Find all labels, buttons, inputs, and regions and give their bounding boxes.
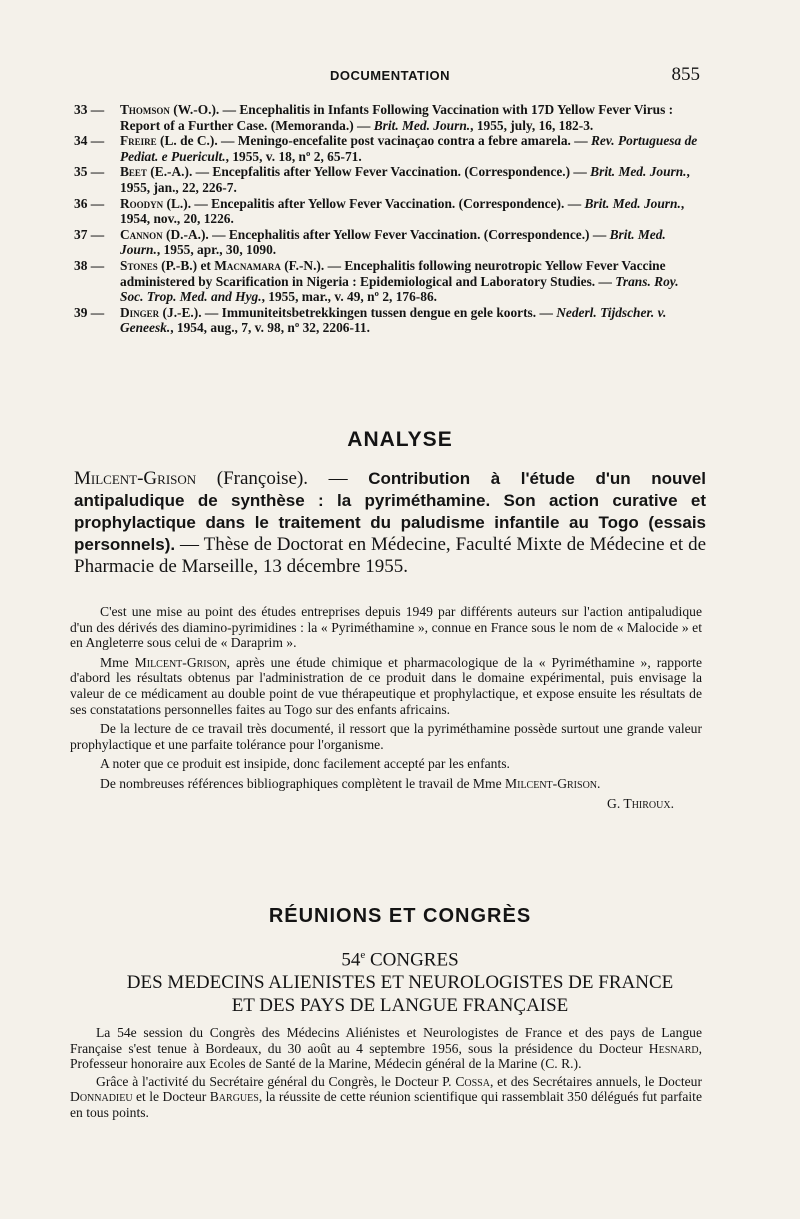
signature: G. Thiroux.	[607, 795, 674, 811]
reference-item: 39 — Dinger (J.-E.). — Immuniteitsbetrekkingen tussen dengue en gele koorts. — Nederl. Tijdscher. v. Geneesk., 1954, aug., 7, v. 98, nº 32, 2206-11.	[74, 304, 667, 336]
paragraph: La 54e session du Congrès des Médecins Aliénistes et Neurologistes de France et des pays de Langue Française s'est tenue à Bordeaux, du 30 août au 4 septembre 1956, sous la présidence du Docteur Hesnard, Professeur honoraire aux Ecoles de Santé de la Marine, Médecin général de la Marine (C. R.).	[70, 1025, 702, 1072]
paragraph: C'est une mise au point des études entreprises depuis 1949 par différents auteurs sur l'action antipaludique d'un des dérivés des diamino-pyrimidines : la « Pyriméthamine », connue en France sous le nom de « Malocide » et en Angleterre sous celui de « Daraprim ».	[70, 604, 702, 651]
page-header	[80, 64, 700, 86]
reference-item: 35 — Beet (E.-A.). — Encepfalitis after Yellow Fever Vaccination. (Correspondence.) — Brit. Med. Journ., 1955, jan., 22, 226-7.	[74, 164, 690, 195]
analyse-author: Milcent-Grison	[74, 468, 197, 489]
reference-list	[74, 102, 704, 336]
analyse-citation: Milcent-Grison (Françoise). — Contribution à l'étude d'un nouvel antipaludique de synthèse : la pyriméthamine. Son action curative et prophylactique dans le traitement du paludisme infantile au Togo (essais personnels). — Thèse de Doctorat en Médecine, Faculté Mixte de Médecine et de Pharmacie de Marseille, 13 décembre 1955.	[74, 468, 706, 577]
reference-item: 36 — Roodyn (L.). — Encepalitis after Yellow Fever Vaccination. (Correspondence). — Brit. Med. Journ., 1954, nov., 20, 1226.	[74, 195, 685, 227]
reference-item: 33 — Thomson (W.-O.). — Encephalitis in Infants Following Vaccination with 17D Yellow Fever Virus : Report of a Further Case. (Memoranda.) — Brit. Med. Journ., 1955, july, 16, 182-3.	[74, 102, 674, 133]
section-title: DOCUMENTATION	[329, 68, 451, 83]
analyse-body	[70, 604, 702, 815]
reference-item: 37 — Cannon (D.-A.). — Encephalitis after Yellow Fever Vaccination. (Correspondence.) — Brit. Med. Journ., 1955, apr., 30, 1090.	[74, 226, 666, 258]
analyse-heading: ANALYSE	[347, 428, 453, 451]
page-number: 855	[671, 64, 700, 85]
congress-body	[70, 1025, 702, 1123]
analyse-work-title: Contribution à l'étude d'un nouvel antipaludique de synthèse : la pyriméthamine. Son action curative et prophylactique dans le traitement du paludisme infantile au Togo (essais personnels).	[74, 469, 706, 554]
congress-title: 54e CONGRES DES MEDECINS ALIENISTES ET NEUROLOGISTES DE FRANCE ET DES PAYS DE LANGUE FRANÇAISE	[126, 949, 674, 1017]
paragraph: De nombreuses références bibliographiques complètent le travail de Mme Milcent-Grison.	[100, 775, 601, 791]
thesis-info: — Thèse de Doctorat en Médecine, Faculté Mixte de Médecine et de Pharmacie de Marseille, 13 décembre 1955.	[74, 534, 706, 577]
reference-item: 38 — Stones (P.-B.) et Macnamara (F.-N.). — Encephalitis following neurotropic Yellow Fever Vaccine administered by Scarification in Nigeria : Epidemiological and Laboratory Studies. — Trans. Roy. Soc. Trop. Med. and Hyg., 1955, mar., v. 49, nº 2, 176-86.	[74, 257, 679, 305]
reunions-heading: RÉUNIONS ET CONGRÈS	[268, 905, 532, 927]
paragraph: Grâce à l'activité du Secrétaire général du Congrès, le Docteur P. Cossa, et des Secrétaires annuels, le Docteur Donnadieu et le Docteur Bargues, la réussite de cette réunion scientifique qui rassemblait 350 délégués fut parfaite en tous points.	[70, 1073, 702, 1120]
paragraph: Mme Milcent-Grison, après une étude chimique et pharmacologique de la « Pyriméthamine », rapporte d'abord les résultats obtenus par l'administration de ce produit dans le domaine expérimental, puis envisage la valeur de ce médicament au double point de vue thérapeutique et prophylactique, et expose ensuite les résultats de ses constatations personnelles faites au Togo sur des enfants africains.	[70, 654, 702, 717]
paragraph: De la lecture de ce travail très documenté, il ressort que la pyriméthamine possède surtout une grande valeur prophylactique et une parfaite tolérance pour l'organisme.	[70, 721, 702, 752]
reference-item: 34 — Freire (L. de C.). — Meningo-encefalite post vacinaçao contra a febre amarela. — Rev. Portuguesa de Pediat. e Puericult., 1955, v. 18, nº 2, 65-71.	[74, 133, 698, 164]
paragraph: A noter que ce produit est insipide, donc facilement accepté par les enfants.	[100, 756, 510, 772]
